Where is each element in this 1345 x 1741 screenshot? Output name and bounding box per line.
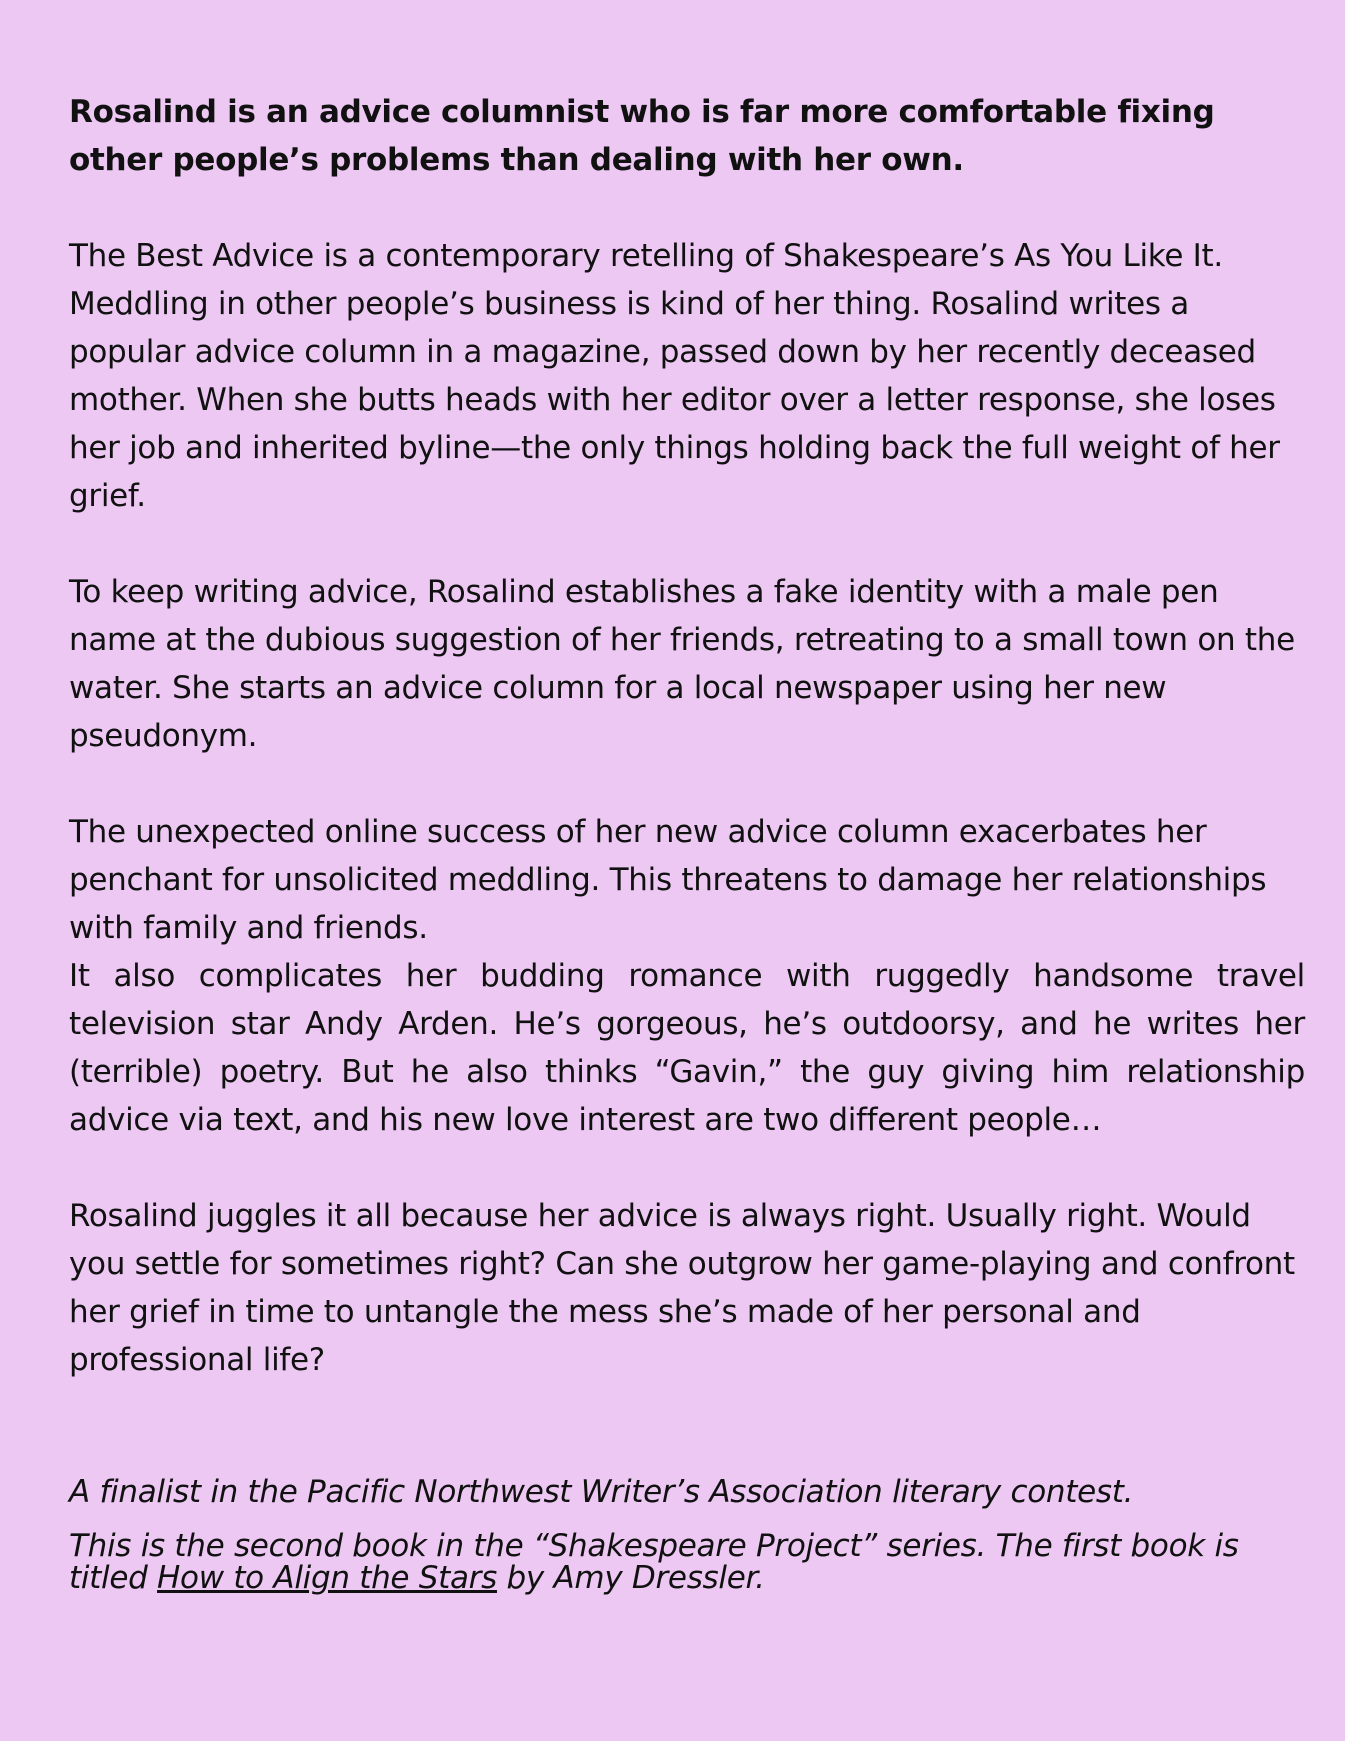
paragraph-fake-identity: To keep writing advice, Rosalind establishes a fake identity with a male pen name at the dubious suggestion of her friends, retreating to a small town on the water. She starts an advice column for a local newspaper using her new pseudonym. [69, 574, 1295, 754]
series-note [69, 1530, 1305, 1594]
series-note-intro: This is the second book in the “Shakespeare Project” series. The first book is titled [69, 1528, 1239, 1596]
paragraph-romance: It also complicates her budding romance with ruggedly handsome travel television star Andy Arden. He’s gorgeous, he’s outdoorsy, and he writes her (terrible) poetry. But he also thinks “Gavin,” the guy giving him relationship advice via text, and his new love interest are two different people… [69, 958, 1305, 1138]
series-note-outro: by Amy Dressler. [496, 1560, 765, 1596]
paragraph-retelling: The Best Advice is a contemporary retelling of Shakespeare’s As You Like It. Meddling in other people’s business is kind of her thing. Rosalind writes a popular advice column in a magazine, passed down by her recently deceased mother. When she butts heads with her editor over a letter response, she loses her job and inherited byline—the only things holding back the full weight of her grief. [69, 238, 1280, 514]
paragraph-juggles: Rosalind juggles it all because her advice is always right. Usually right. Would you settle for sometimes right? Can she outgrow her game-playing and confront her grief in time to untangle the mess she’s made of her personal and professional life? [69, 1198, 1295, 1378]
paragraph-online-success: The unexpected online success of her new advice column exacerbates her penchant for unsolicited meddling. This threatens to damage her relationships with family and friends. [69, 814, 1267, 946]
footer-notes [69, 1468, 1305, 1594]
lead-statement: Rosalind is an advice columnist who is far more comfortable fixing other people’s problems than dealing with her own. [69, 94, 1215, 178]
first-book-link[interactable]: How to Align the Stars [157, 1560, 497, 1596]
finalist-note: A finalist in the Pacific Northwest Writer’s Association literary contest. [69, 1474, 1134, 1510]
